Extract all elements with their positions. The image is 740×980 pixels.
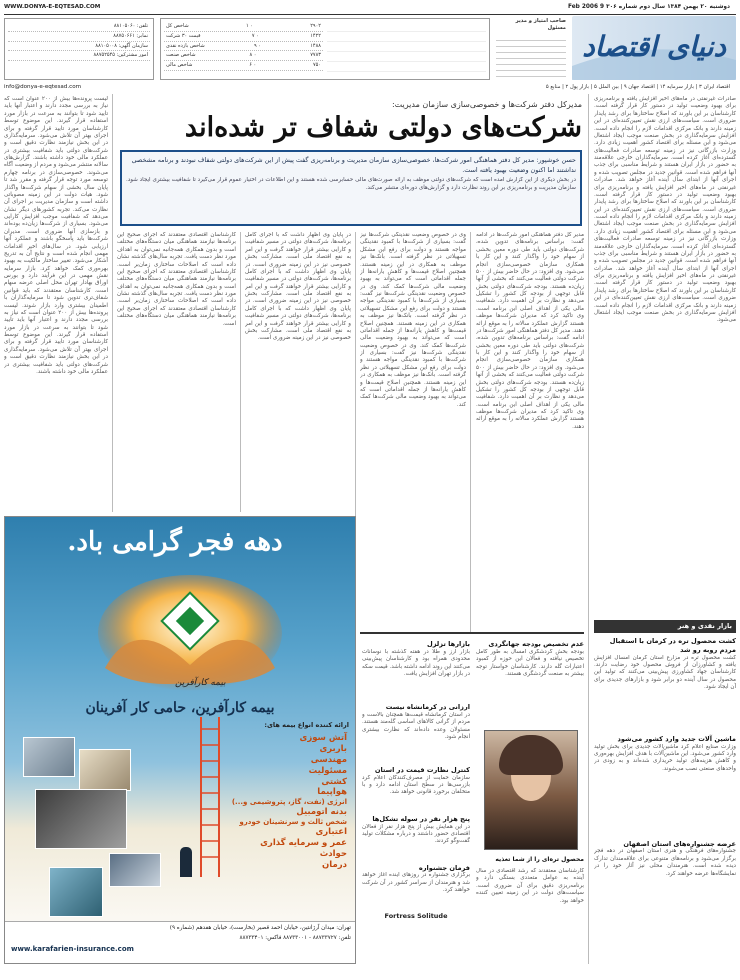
newspaper-logo[interactable]: دنیای اقتصاد xyxy=(582,30,726,63)
ad-service-item: شخص ثالث و سرنشینان خودرو xyxy=(239,818,347,827)
body-column-4: مدیر کل دفتر هماهنگی امور شرکت‌ها در ادامه گفت: براساس برنامه‌های تدوین شده، شرکت‌های دولتی باید طی دوره معین بخشی از سهام خود را واگذار کنند و این کار با همکاری سازمان خصوصی‌سازی انجام می‌شود. وی افزود: در حال حاضر بیش از ۵۰۰ شرکت دولتی فعالیت می‌کنند که بخشی از آنها زیان‌ده هستند. بودجه شرکت‌های دولتی بخش قابل توجهی از بودجه کل کشور را تشکیل می‌دهد و نظارت بر آن اهمیت دارد. شفافیت مالی یکی از اهداف اصلی این برنامه است. وی تاکید کرد که مدیران شرکت‌ها موظف هستند گزارش عملکرد سالانه را به موقع ارائه دهند. مدیر کل دفتر هماهنگی امور شرکت‌ها در ادامه گفت: براساس برنامه‌های تدوین شده، شرکت‌های دولتی باید طی دوره معین بخشی از سهام خود را واگذار کنند و این کار با همکاری سازمان خصوصی‌سازی انجام می‌شود. وی افزود: در حال حاضر بیش از ۵۰۰ شرکت دولتی فعالیت می‌کنند که بخشی از آنها زیان‌ده هستند. بودجه شرکت‌های دولتی بخش قابل توجهی از بودجه کل کشور را تشکیل می‌دهد و نظارت بر آن اهمیت دارد. شفافیت مالی یکی از اهداف اصلی این برنامه است. وی تاکید کرد که مدیران شرکت‌ها موظف هستند گزارش عملکرد سالانه را به موقع ارائه دهند. xyxy=(476,232,584,430)
section-rule xyxy=(360,632,584,634)
table-row: ۷۵۰ ۰ ۶ شاخص مالی xyxy=(164,61,323,71)
section-nav: اقتصاد ایران ۳ | بازار سرمایه ۱۴ | اقتصاد جهان ۹ | بین الملل ۵ | بازار پول ۲ | منابع ۵ xyxy=(545,84,730,90)
ad-services-title: ارائه کننده انواع بیمه های: xyxy=(264,721,349,729)
brief-column-right xyxy=(476,640,584,964)
lead-summary-box xyxy=(120,150,582,226)
brief-text: وزارت صنایع اعلام کرد ماشین‌آلات جدیدی برای بخش تولید وارد کشور می‌شود. این ماشین‌آلات با هدف افزایش بهره‌وری و کاهش هزینه‌های تولید خریداری شده‌اند و به زودی در واحدهای صنعتی نصب می‌شوند. xyxy=(594,743,736,772)
ad-service-item: حوادث xyxy=(319,848,347,859)
ad-service-item: اعتباری xyxy=(315,827,347,838)
lead-summary-text: حسن خوشپور: مدیر کل دفتر هماهنگی امور شرکت‌ها، خصوصی‌سازی سازمان مدیریت و برنامه‌ریزی گفت پیش از این شرکت‌های دولتی شفاف نبودند و برنامه مشخصی نداشتند اما اکنون وضعیت بهبود یافته است. xyxy=(131,156,576,174)
brief-heading[interactable]: کنترل نظارت قیمت در استان xyxy=(374,765,470,774)
ad-service-item: انرژی (نفت، گاز، پتروشیمی و...) xyxy=(231,798,347,807)
bazaar-section xyxy=(594,620,736,964)
ad-photo-car xyxy=(35,789,127,849)
brief-text: در استان کرمانشاه قیمت‌ها همچنان بالاست و مردم از گرانی کالاهای اساسی گله‌مند هستند. مسئولان وعده داده‌اند که نظارت بیشتری انجام شود. xyxy=(362,711,470,740)
ad-service-item: عمر و سرمایه گذاری xyxy=(260,837,347,848)
lead-kicker: مدیرکل دفتر شرکت‌ها و خصوصی‌سازی سازمان مدیریت: xyxy=(391,100,582,109)
ad-service-item: بدنه اتومبیل xyxy=(296,807,347,818)
bazaar-section-title: بازار نقدی و هنر xyxy=(594,620,736,633)
ad-service-item: کشتی xyxy=(321,776,347,787)
publisher-box xyxy=(496,18,566,80)
ad-phone: تلفن: ۸۸۷۳۳۷۲۷ - ۸۸۷۳۳۰۰۱ فاکس: ۸۸۷۳۳۴۰۱ xyxy=(239,934,351,941)
body-column-3: وی در خصوص وضعیت نقدینگی شرکت‌ها نیز گفت: بسیاری از شرکت‌ها با کمبود نقدینگی مواجه هستند و دولت برای رفع این مشکل تسهیلاتی در نظر گرفته است. بانک‌ها نیز موظف به همکاری در این زمینه هستند. همچنین اصلاح قیمت‌ها و کاهش یارانه‌ها از جمله اقداماتی است که می‌تواند به بهبود وضعیت مالی شرکت‌ها کمک کند. وی در خصوص وضعیت نقدینگی شرکت‌ها نیز گفت: بسیاری از شرکت‌ها با کمبود نقدینگی مواجه هستند و دولت برای رفع این مشکل تسهیلاتی در نظر گرفته است. بانک‌ها نیز موظف به همکاری در این زمینه هستند. همچنین اصلاح قیمت‌ها و کاهش یارانه‌ها از جمله اقداماتی است که می‌تواند به بهبود وضعیت مالی شرکت‌ها کمک کند. وی در خصوص وضعیت نقدینگی شرکت‌ها نیز گفت: بسیاری از شرکت‌ها با کمبود نقدینگی مواجه هستند و دولت برای رفع این مشکل تسهیلاتی در نظر گرفته است. بانک‌ها نیز موظف به همکاری در این زمینه هستند. همچنین اصلاح قیمت‌ها و کاهش یارانه‌ها از جمله اقداماتی است که می‌تواند به بهبود وضعیت مالی شرکت‌ها کمک کند. xyxy=(360,232,466,408)
market-column xyxy=(164,22,323,76)
brief-heading[interactable]: پنج هزار نفر در سوله تشکل‌ها xyxy=(372,814,470,823)
masthead xyxy=(4,4,736,90)
brief-text: سازمان حمایت از مصرف‌کنندگان اعلام کرد بازرسی‌ها در سطح استان ادامه دارد و با متخلفان برخورد قانونی خواهد شد. xyxy=(362,774,470,796)
publisher-lines xyxy=(496,35,566,81)
ad-service-item: باربری xyxy=(319,743,347,754)
ad-service-item: مهندسی xyxy=(310,754,347,765)
market-column-secondary xyxy=(327,22,486,76)
ladder-icon xyxy=(195,717,225,877)
brief-heading[interactable]: عدم تخصیص بودجه جهانگردی xyxy=(488,640,584,648)
right-column-text: صادرات غیرنفتی در ماه‌های اخیر افزایش یافته و برنامه‌ریزی برای بهبود وضعیت تولید در دستور کار قرار گرفته است. کارشناسان بر این باورند که اصلاح ساختارها برای رشد پایدار ضروری است. سیاست‌های ارزی نقش تعیین‌کننده‌ای در این زمینه دارند و بانک مرکزی اقدامات لازم را انجام داده است. افزایش سرمایه‌گذاری در بخش صنعت موجب ایجاد اشتغال می‌شود و این مسئله برای اقتصاد کشور اهمیت زیادی دارد. وزارت بازرگانی نیز در زمینه توسعه صادرات فعالیت‌های گسترده‌ای آغاز کرده است. سرمایه‌گذاران خارجی علاقه‌مند به حضور در بازار ایران هستند و شرایط مناسبی برای جذب آنها فراهم شده است. قوانین جدید در مجلس تصویب شده و اجرای آنها از ابتدای سال آینده آغاز خواهد شد. صادرات غیرنفتی در ماه‌های اخیر افزایش یافته و برنامه‌ریزی برای بهبود وضعیت تولید در دستور کار قرار گرفته است. کارشناسان بر این باورند که اصلاح ساختارها برای رشد پایدار ضروری است. سیاست‌های ارزی نقش تعیین‌کننده‌ای در این زمینه دارند و بانک مرکزی اقدامات لازم را انجام داده است. افزایش سرمایه‌گذاری در بخش صنعت موجب ایجاد اشتغال می‌شود و این مسئله برای اقتصاد کشور اهمیت زیادی دارد. وزارت بازرگانی نیز در زمینه توسعه صادرات فعالیت‌های گسترده‌ای آغاز کرده است. سرمایه‌گذاران خارجی علاقه‌مند به حضور در بازار ایران هستند و شرایط مناسبی برای جذب آنها فراهم شده است. قوانین جدید در مجلس تصویب شده و اجرای آنها از ابتدای سال آینده آغاز خواهد شد. صادرات غیرنفتی در ماه‌های اخیر افزایش یافته و برنامه‌ریزی برای بهبود وضعیت تولید در دستور کار قرار گرفته است. کارشناسان بر این باورند که اصلاح ساختارها برای رشد پایدار ضروری است. سیاست‌های ارزی نقش تعیین‌کننده‌ای در این زمینه دارند و بانک مرکزی اقدامات لازم را انجام داده است. افزایش سرمایه‌گذاری در بخش صنعت موجب ایجاد اشتغال می‌شود. xyxy=(594,96,736,324)
ad-photo-medical xyxy=(49,867,103,917)
contact-item: سازمان آگهی: ۸۸۱۰۵۰۰۸ xyxy=(8,42,150,52)
brief-heading[interactable]: فرمان جشنواره xyxy=(418,863,470,872)
lead-summary-filler: در بخش دیگری از این گزارش آمده است که شرکت‌های دولتی موظف به ارائه صورت‌های مالی حسابرسی شده هستند و این اطلاعات در اختیار عموم قرار می‌گیرد تا شفافیت بیشتری ایجاد شود. سازمان مدیریت و برنامه‌ریزی بر این روند نظارت دارد و گزارش‌های دوره‌ای منتشر می‌کند. xyxy=(126,177,576,191)
ad-photo-industry xyxy=(79,749,131,791)
table-row: ۱۴۸۸ ۰ ۹ شاخص بازده نقدی xyxy=(164,42,323,52)
brief-text: بودجه بخش گردشگری امسال به طور کامل تخصیص نیافته و فعالان این حوزه از کمبود اعتبارات گله دارند. کارشناسان خواستار توجه بیشتر به صنعت گردشگری هستند. xyxy=(476,648,584,678)
contact-list xyxy=(8,22,150,61)
ad-photo-office xyxy=(109,853,161,887)
issue-date-line: دوشنبه ۲۰ بهمن ۱۳۸۴ سال دوم شماره ۳۰۶ 9 Feb 2006 xyxy=(568,4,730,10)
ad-headline: دهه فجر گرامی باد. xyxy=(67,527,283,557)
brief-heading[interactable]: کشت محصول تره در کرمان با استقبال مردم روبه رو شد xyxy=(609,636,736,654)
photo-caption: محصول تره‌ای را از شما تغذیه xyxy=(495,856,584,863)
brief-text: در این همایش بیش از پنج هزار نفر از فعالان اقتصادی حضور داشتند و درباره مشکلات تولید گفت‌وگو کردند. xyxy=(362,823,470,845)
brief-heading[interactable]: ماشین آلات جدید وارد کشور می‌شود xyxy=(617,734,736,743)
ad-services-list xyxy=(227,733,347,871)
ad-logo-text: بیمه کارآفرین xyxy=(175,678,226,688)
ad-service-item: هواپیما xyxy=(317,787,347,798)
table-row: ۱۴۲۲ ۰ ۷ قیمت ۳۰ شرکت xyxy=(164,32,323,42)
publisher-label: صاحب امتیاز و مدیر مسئول xyxy=(515,18,566,32)
ad-service-item: آتش سوزی xyxy=(299,733,347,743)
bottom-label: Fortress Solitude xyxy=(384,912,448,921)
ad-footer xyxy=(5,921,356,964)
brief-heading[interactable]: ارزانی در کرمانشاه نیست xyxy=(385,702,470,711)
brief-text: کارشناسان معتقدند که رشد اقتصادی در سال آینده به عوامل متعددی بستگی دارد و برنامه‌ریزی دقیق برای آن ضروری است. سیاست‌های دولت در این زمینه تعیین کننده خواهد بود. xyxy=(476,868,584,904)
brief-text: بازار ارز و طلا در هفته گذشته با نوسانات محدودی همراه بود و کارشناسان پیش‌بینی می‌کنند این روند ادامه داشته باشد. قیمت سکه در بازار تهران افزایش یافت. xyxy=(362,648,470,678)
woman-portrait-photo xyxy=(484,730,578,850)
website-url[interactable]: WWW.DONYA-E-EQTESAD.COM xyxy=(4,4,101,10)
body-column-1: کارشناسان اقتصادی معتقدند که اجرای صحیح این برنامه‌ها نیازمند هماهنگی میان دستگاه‌های مختلف است و بدون همکاری همه‌جانبه نمی‌توان به اهداف مورد نظر دست یافت. تجربه سال‌های گذشته نشان داده است که اصلاحات ساختاری زمان‌بر است. کارشناسان اقتصادی معتقدند که اجرای صحیح این برنامه‌ها نیازمند هماهنگی میان دستگاه‌های مختلف است و بدون همکاری همه‌جانبه نمی‌توان به اهداف مورد نظر دست یافت. تجربه سال‌های گذشته نشان داده است که اصلاحات ساختاری زمان‌بر است. کارشناسان اقتصادی معتقدند که اجرای صحیح این برنامه‌ها نیازمند هماهنگی میان دستگاه‌های مختلف است. xyxy=(117,232,236,327)
logo-banner xyxy=(572,16,736,80)
market-index-table xyxy=(160,18,490,80)
brief-text: جشنواره‌های فرهنگی و هنری استان اصفهان در دهه فجر برگزار می‌شود و برنامه‌های متنوعی برای علاقه‌مندان تدارک دیده شده است. هنرمندان محلی نیز آثار خود را در نمایشگاه‌ها عرضه خواهند کرد. xyxy=(594,848,736,877)
brief-text: کشت محصول تره در مزارع استان کرمان امسال افزایش یافته و کشاورزان از فروش محصول خود رضایت دارند. کارشناسان جهاد کشاورزی پیش‌بینی می‌کنند که تولید این محصول در سال آینده دو برابر شود و بازارهای جدیدی برای آن ایجاد شود. xyxy=(594,654,736,691)
email-address[interactable]: info@donya-e-eqtesad.com xyxy=(4,84,82,90)
portrait-hair-icon xyxy=(499,735,563,775)
ad-service-item: مسئولیت xyxy=(308,765,347,776)
contact-item: نمابر: ۸۸۷۵۰۶۶۱ xyxy=(8,32,150,42)
brief-heading[interactable]: بازارها تزلزل xyxy=(426,640,470,648)
lead-headline[interactable]: شرکت‌های دولتی شفاف تر شده‌اند xyxy=(184,112,582,143)
ad-website[interactable]: www.karafarien-insurance.com xyxy=(11,945,134,954)
table-row: ۷۷۸۳ ۰ ۸ شاخص صنعت xyxy=(164,51,323,61)
insurance-advertisement[interactable] xyxy=(4,516,356,964)
contact-box xyxy=(4,18,154,80)
hands-illustration-icon xyxy=(95,573,285,693)
ad-slogan: بیمه کارآفرین، حامی کار آفرینان xyxy=(85,700,275,716)
contact-item: امور مشترکین: ۸۸۷۵۲۵۴۵ xyxy=(8,51,150,61)
table-row: ۲۹۰۲ ۰ ۱ شاخص کل xyxy=(164,22,323,32)
climber-figure-icon xyxy=(180,847,192,877)
ad-service-item: درمان xyxy=(322,859,347,870)
brief-text: برگزاری جشنواره در روزهای آینده آغاز خواهد شد و هنرمندان از سراسر کشور در آن شرکت خواهند کرد. xyxy=(362,872,470,894)
brief-column-left xyxy=(362,640,470,964)
left-column-text: لیست پرونده‌ها بیش از ۲۰۰ عنوان است که نیاز به بررسی مجدد دارند و اعتبار آنها باید تایید شود تا بتوانند به سرعت در بازار مورد استفاده قرار گیرند. این موضوع توسط کارشناسان مورد تایید قرار گرفته و برای اجرای بهتر آن تلاش می‌شود. سرمایه‌گذاری در این بخش نیازمند نظارت دقیق است و شرکت‌های دولتی باید شفافیت بیشتری در عملکرد مالی خود داشته باشند. گزارش‌های سالانه منتشر می‌شود و مردم از وضعیت آگاه می‌شوند. خصوصی‌سازی در برنامه چهارم توسعه مورد توجه قرار گرفته و مقرر شد تا پایان سال بخشی از سهام شرکت‌ها واگذار شود. هیات دولت در این زمینه مصوباتی داشته است و سازمان مدیریت بر اجرای آن نظارت می‌کند. تجربه کشورهای دیگر نشان می‌دهد که شفافیت موجب افزایش کارایی می‌شود. بسیاری از شرکت‌ها زیان‌ده بوده‌اند و بازسازی آنها ضروری است. مدیران شرکت‌ها باید پاسخگو باشند و عملکرد آنها ارزیابی شود. در سال‌های اخیر اقدامات مهمی انجام شده است و نتایج آن به تدریج آشکار می‌شود. تغییر ساختار مالکیت به بهبود بهره‌وری کمک خواهد کرد. بازار سرمایه نقش مهمی در این فرآیند دارد و بورس اوراق بهادار تهران محل اصلی عرضه سهام است. کارشناسان معتقدند که باید قوانین شفاف‌تری تدوین شود تا سرمایه‌گذاران با اطمینان بیشتری وارد بازار شوند. لیست پرونده‌ها بیش از ۲۰۰ عنوان است که نیاز به بررسی مجدد دارند و اعتبار آنها باید تایید شود تا بتوانند به سرعت در بازار مورد استفاده قرار گیرند. این موضوع توسط کارشناسان مورد تایید قرار گرفته و برای اجرای بهتر آن تلاش می‌شود. سرمایه‌گذاری در این بخش نیازمند نظارت دقیق است و شرکت‌های دولتی باید شفافیت بیشتری در عملکرد مالی خود داشته باشند. xyxy=(4,96,108,375)
ad-address: تهران: میدان آرژانتین، خیابان احمد قصیر (بخارست)، خیابان هفدهم (شماره ۹) xyxy=(169,925,351,931)
ad-photo-factory xyxy=(23,737,75,777)
brief-heading[interactable]: عرضه جشنواره‌های استان اصفهان xyxy=(623,839,736,848)
contact-item: تلفن: ۸۸۱۰۵۰۶۰ xyxy=(8,22,150,32)
body-column-2: در پایان وی اظهار داشت که با اجرای کامل برنامه‌ها، شرکت‌های دولتی در مسیر شفافیت و کارایی بیشتر قرار خواهند گرفت و این امر به نفع اقتصاد ملی است. مشارکت بخش خصوصی نیز در این زمینه ضروری است. در پایان وی اظهار داشت که با اجرای کامل برنامه‌ها، شرکت‌های دولتی در مسیر شفافیت و کارایی بیشتر قرار خواهند گرفت و این امر به نفع اقتصاد ملی است. مشارکت بخش خصوصی نیز در این زمینه ضروری است. در پایان وی اظهار داشت که با اجرای کامل برنامه‌ها، شرکت‌های دولتی در مسیر شفافیت و کارایی بیشتر قرار خواهند گرفت و این امر به نفع اقتصاد ملی است. مشارکت بخش خصوصی نیز در این زمینه ضروری است. xyxy=(245,232,351,342)
